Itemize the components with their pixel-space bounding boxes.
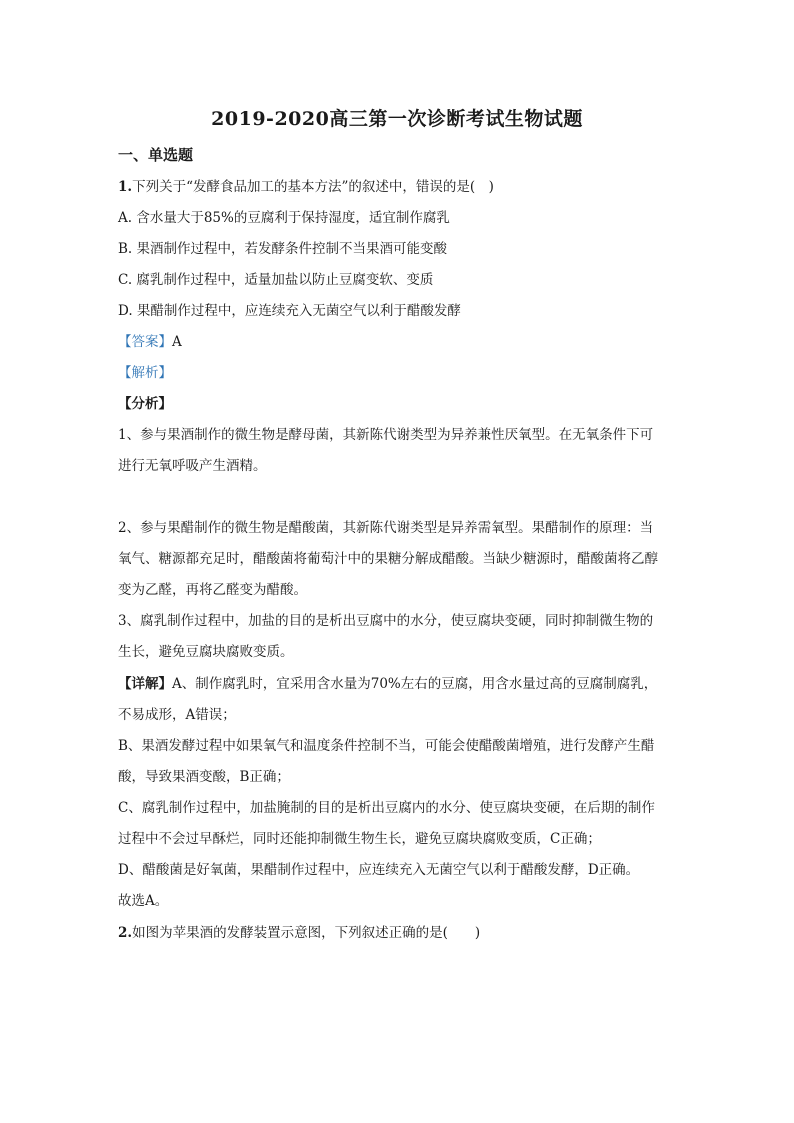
- option-d: D. 果醋制作过程中，应连续充入无菌空气以利于醋酸发酵: [118, 303, 461, 319]
- detail-text: A、制作腐乳时，宜采用含水量为70%左右的豆腐，用含水量过高的豆腐制腐乳，: [172, 676, 658, 692]
- analysis-line: 3、腐乳制作过程中，加盐的目的是析出豆腐中的水分，使豆腐块变硬，同时抑制微生物的: [118, 613, 654, 629]
- section-heading: 一、单选题: [118, 146, 194, 164]
- option-c: C. 腐乳制作过程中，适量加盐以防止豆腐变软、变质: [118, 272, 434, 288]
- analysis-line: 变为乙醛，再将乙醛变为醋酸。: [118, 582, 307, 598]
- detail-line: 酸，导致果酒变酸，B正确；: [118, 769, 290, 785]
- question-2-stem: 如图为苹果酒的发酵装置示意图，下列叙述正确的是( ): [132, 925, 481, 941]
- answer-tag: 【答案】: [118, 334, 172, 350]
- analysis-line: 2、参与果醋制作的微生物是醋酸菌，其新陈代谢类型是异养需氧型。果醋制作的原理：当: [118, 520, 654, 536]
- page-title: 2019-2020高三第一次诊断考试生物试题: [211, 108, 583, 130]
- answer-value: A: [172, 334, 182, 350]
- detail-line: D、醋酸菌是好氧菌，果醋制作过程中，应连续充入无菌空气以利于醋酸发酵，D正确。: [118, 862, 640, 878]
- question-1: [118, 178, 688, 196]
- question-2-number: 2.: [118, 925, 133, 941]
- detail-line: 过程中不会过早酥烂，同时还能抑制微生物生长，避免豆腐块腐败变质，C正确；: [118, 831, 601, 847]
- analysis-tag: 【解析】: [118, 365, 172, 381]
- question-1-number: 1.: [118, 179, 133, 195]
- detail-line: 不易成形，A错误；: [118, 707, 236, 723]
- question-2: [118, 924, 688, 942]
- option-a: A. 含水量大于85%的豆腐利于保持湿度，适宜制作腐乳: [118, 210, 450, 226]
- analysis-line: 进行无氧呼吸产生酒精。: [118, 458, 267, 474]
- option-b: B. 果酒制作过程中，若发酵条件控制不当果酒可能变酸: [118, 241, 448, 257]
- conclusion-line: 故选A。: [118, 893, 169, 909]
- detail-line: C、腐乳制作过程中，加盐腌制的目的是析出豆腐内的水分、使豆腐块变硬，在后期的制作: [118, 800, 655, 816]
- analysis-line: 生长，避免豆腐块腐败变质。: [118, 644, 294, 660]
- fenxi-tag: 【分析】: [118, 396, 172, 412]
- answer-line: [118, 333, 688, 351]
- detail-tag: 【详解】: [118, 676, 172, 692]
- detail-first-line: [118, 675, 688, 693]
- question-1-stem: 下列关于“发酵食品加工的基本方法”的叙述中，错误的是( ): [132, 179, 494, 195]
- analysis-line: 氧气、糖源都充足时，醋酸菌将葡萄汁中的果糖分解成醋酸。当缺少糖源时，醋酸菌将乙醇: [118, 551, 658, 567]
- detail-line: B、果酒发酵过程中如果氧气和温度条件控制不当，可能会使醋酸菌增殖，进行发酵产生醋: [118, 738, 655, 754]
- analysis-line: 1、参与果酒制作的微生物是酵母菌，其新陈代谢类型为异养兼性厌氧型。在无氧条件下可: [118, 427, 654, 443]
